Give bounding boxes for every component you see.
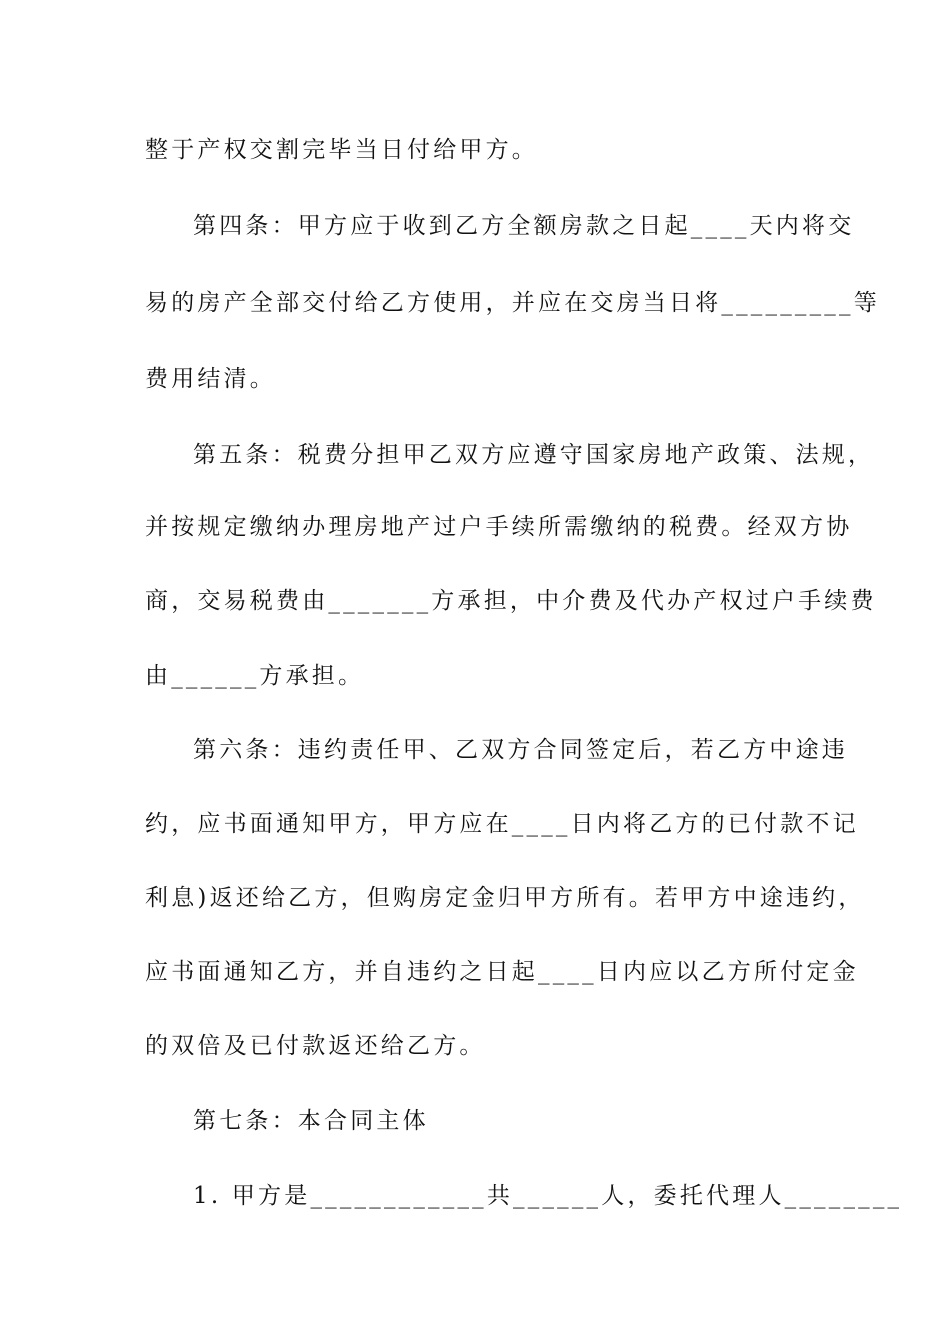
- text-line-3: 易的房产全部交付给乙方使用，并应在交房当日将_________等: [145, 290, 880, 316]
- text-line-11: 利息)返还给乙方，但购房定金归甲方所有。若甲方中途违约，: [145, 885, 865, 911]
- text-line-1: 整于产权交割完毕当日付给甲方。: [145, 137, 538, 163]
- party-a-clause: 1. 甲方是____________共______人，委托代理人________: [193, 1183, 903, 1209]
- text-line-4: 费用结清。: [145, 366, 276, 392]
- article-6-start: 第六条：违约责任甲、乙双方合同签定后，若乙方中途违: [193, 737, 848, 763]
- article-5-start: 第五条：税费分担甲乙双方应遵守国家房地产政策、法规，: [193, 442, 875, 468]
- article-4-start: 第四条：甲方应于收到乙方全额房款之日起____天内将交: [193, 213, 855, 239]
- text-line-13: 的双倍及已付款返还给乙方。: [145, 1033, 486, 1059]
- text-line-7: 商，交易税费由_______方承担，中介费及代办产权过户手续费: [145, 588, 877, 614]
- text-line-10: 约，应书面通知甲方，甲方应在____日内将乙方的已付款不记: [145, 811, 859, 837]
- article-7-heading: 第七条：本合同主体: [193, 1108, 429, 1134]
- text-line-6: 并按规定缴纳办理房地产过户手续所需缴纳的税费。经双方协: [145, 514, 853, 540]
- text-line-12: 应书面通知乙方，并自违约之日起____日内应以乙方所付定金: [145, 959, 859, 985]
- text-line-8: 由______方承担。: [145, 663, 365, 689]
